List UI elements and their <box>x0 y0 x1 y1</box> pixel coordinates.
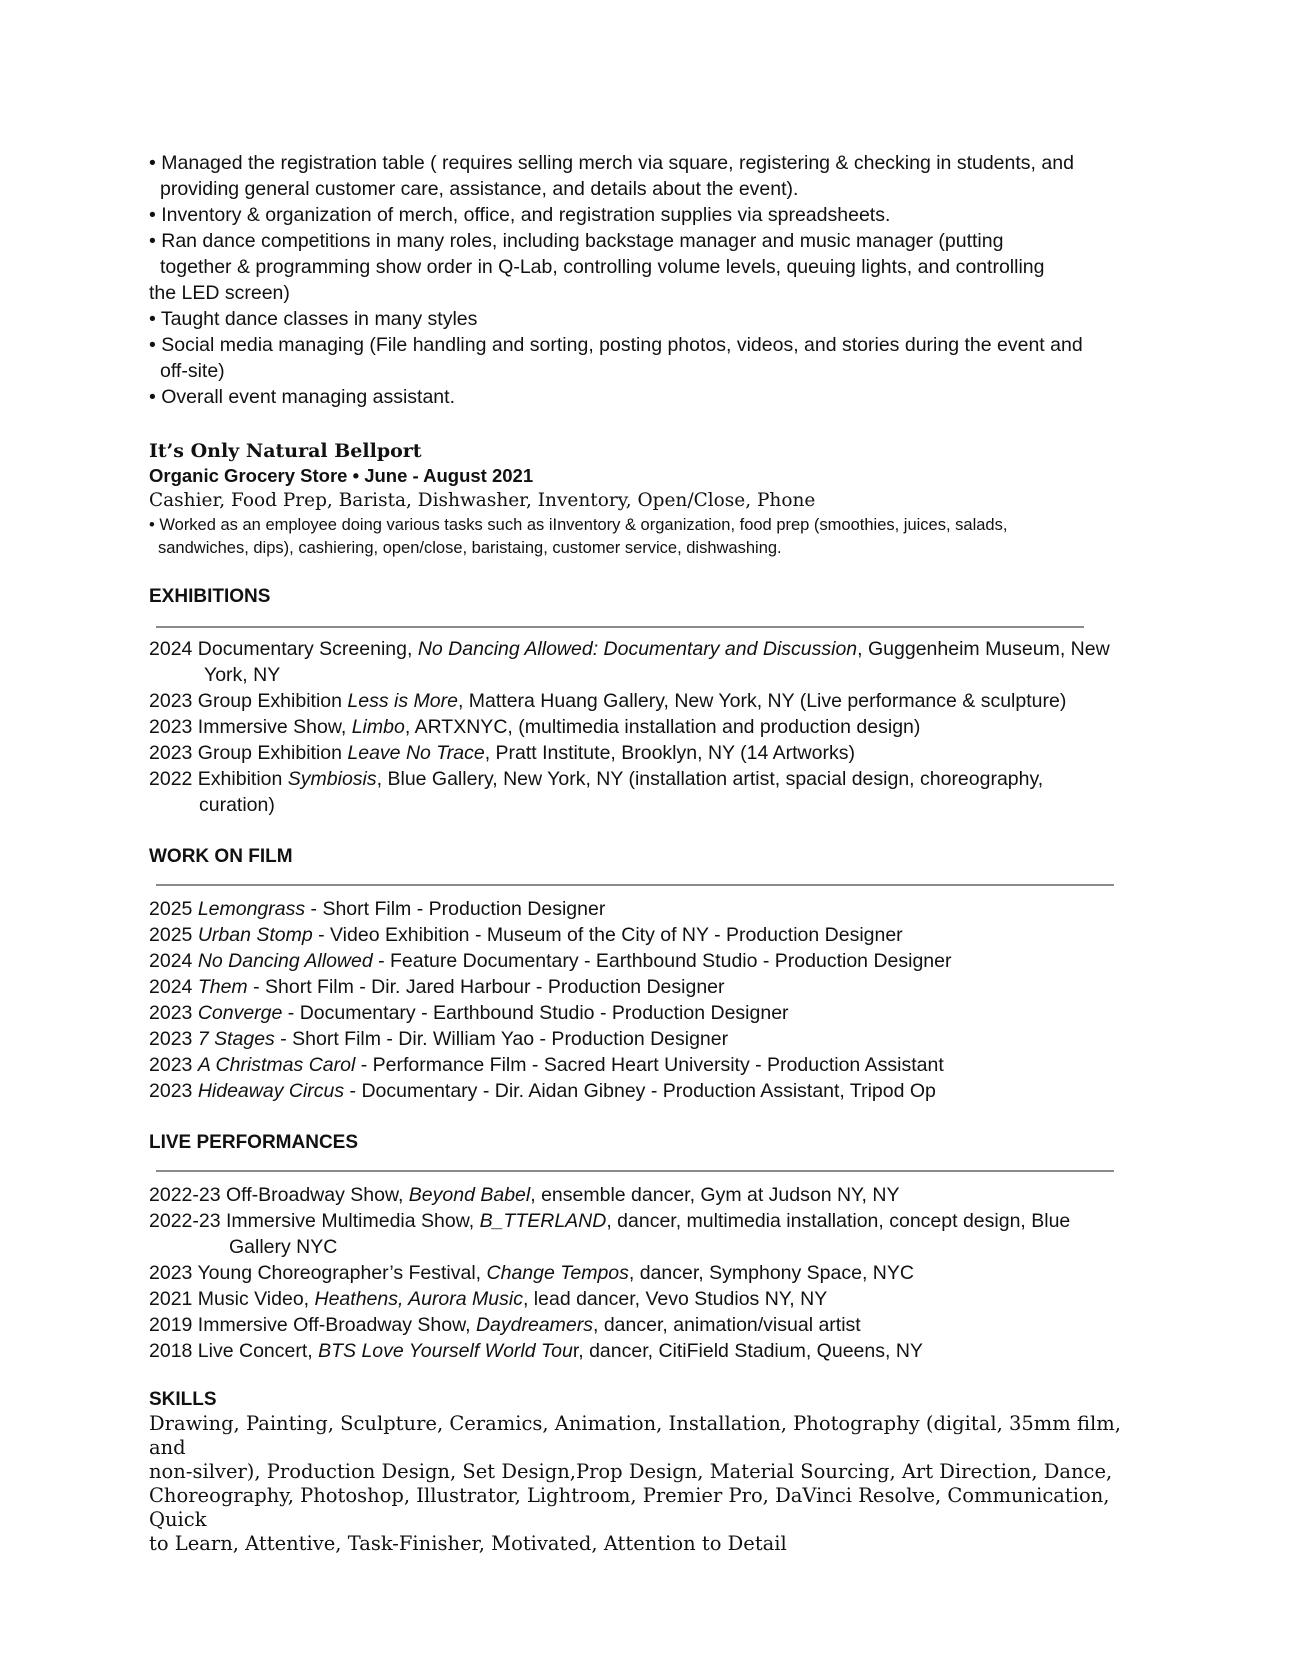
bullet-line: • Managed the registration table ( requires selling merch via square, registering & checking in students, and <box>149 152 1074 174</box>
bullet-line: the LED screen) <box>149 282 290 304</box>
film-entry: 2025 Urban Stomp - Video Exhibition - Museum of the City of NY - Production Designer <box>149 924 903 946</box>
resume-page <box>149 150 1129 1556</box>
skills-line: Choreography, Photoshop, Illustrator, Lightroom, Premier Pro, DaVinci Resolve, Communication, Quick <box>149 1484 1110 1531</box>
job-subtitle: Organic Grocery Store • June - August 2021 <box>149 465 534 486</box>
section-heading: LIVE PERFORMANCES <box>149 1132 359 1153</box>
exhibition-entry: 2024 Documentary Screening, No Dancing Allowed: Documentary and Discussion, Guggenheim Museum, New <box>149 638 1110 660</box>
film-entry: 2024 Them - Short Film - Dir. Jared Harbour - Production Designer <box>149 976 725 998</box>
job-title: It’s Only Natural Bellport <box>149 440 422 462</box>
exhibition-entry-cont: York, NY <box>204 664 281 686</box>
section-heading: EXHIBITIONS <box>149 586 271 607</box>
performance-entry: 2018 Live Concert, BTS Love Yourself World Tour, dancer, CitiField Stadium, Queens, NY <box>149 1340 923 1362</box>
performance-entry: 2022-23 Immersive Multimedia Show, B_TTERLAND, dancer, multimedia installation, concept design, Blue <box>149 1210 1071 1232</box>
skills-line: non-silver), Production Design, Set Design,Prop Design, Material Sourcing, Art Direction, Dance, <box>149 1460 1113 1483</box>
bullet-line: providing general customer care, assistance, and details about the event). <box>160 178 799 200</box>
live-section <box>149 1130 1129 1364</box>
bullet-line: • Overall event managing assistant. <box>149 386 455 408</box>
skills-line: to Learn, Attentive, Task-Finisher, Motivated, Attention to Detail <box>149 1532 787 1555</box>
skills-section <box>149 1388 1129 1556</box>
exhibition-entry: 2023 Group Exhibition Leave No Trace, Pratt Institute, Brooklyn, NY (14 Artworks) <box>149 742 855 764</box>
film-entry: 2023 Converge - Documentary - Earthbound Studio - Production Designer <box>149 1002 789 1024</box>
film-entry: 2023 Hideaway Circus - Documentary - Dir. Aidan Gibney - Production Assistant, Tripod Op <box>149 1080 936 1102</box>
film-section <box>149 844 1129 1104</box>
performance-entry: 2019 Immersive Off-Broadway Show, Daydreamers, dancer, animation/visual artist <box>149 1314 861 1336</box>
job-roles: Cashier, Food Prep, Barista, Dishwasher, Inventory, Open/Close, Phone <box>149 490 816 511</box>
bullet-line: • Taught dance classes in many styles <box>149 308 478 330</box>
bullet-line: • Ran dance competitions in many roles, including backstage manager and music manager (putting <box>149 230 1004 252</box>
exhibition-entry: 2022 Exhibition Symbiosis, Blue Gallery, New York, NY (installation artist, spacial design, choreography, <box>149 768 1044 790</box>
performance-entry-cont: Gallery NYC <box>229 1236 338 1258</box>
skills-line: Drawing, Painting, Sculpture, Ceramics, Animation, Installation, Photography (digital, 35mm film, and <box>149 1412 1121 1459</box>
film-entry: 2023 A Christmas Carol - Performance Film - Sacred Heart University - Production Assistant <box>149 1054 944 1076</box>
film-entry: 2023 7 Stages - Short Film - Dir. William Yao - Production Designer <box>149 1028 729 1050</box>
exhibition-entry-cont: curation) <box>199 794 275 816</box>
exhibition-entry: 2023 Immersive Show, Limbo, ARTXNYC, (multimedia installation and production design) <box>149 716 921 738</box>
exhibition-entry: 2023 Group Exhibition Less is More, Mattera Huang Gallery, New York, NY (Live performance & sculpture) <box>149 690 1067 712</box>
bullet-line: off-site) <box>160 360 225 382</box>
film-entry: 2025 Lemongrass - Short Film - Production Designer <box>149 898 606 920</box>
performance-entry: 2022-23 Off-Broadway Show, Beyond Babel, ensemble dancer, Gym at Judson NY, NY <box>149 1184 900 1206</box>
bullet-line: together & programming show order in Q-Lab, controlling volume levels, queuing lights, and controlling <box>160 256 1045 278</box>
section-heading: SKILLS <box>149 1389 217 1410</box>
film-entry: 2024 No Dancing Allowed - Feature Documentary - Earthbound Studio - Production Designer <box>149 950 952 972</box>
performance-entry: 2021 Music Video, Heathens, Aurora Music, lead dancer, Vevo Studios NY, NY <box>149 1288 828 1310</box>
section-heading: WORK ON FILM <box>149 846 293 867</box>
exhibitions-section <box>149 584 1129 818</box>
performance-entry: 2023 Young Choreographer’s Festival, Change Tempos, dancer, Symphony Space, NYC <box>149 1262 914 1284</box>
job-description: • Worked as an employee doing various tasks such as iInventory & organization, food prep (smoothies, juices, salads, <box>149 516 1008 534</box>
bullet-line: • Inventory & organization of merch, office, and registration supplies via spreadsheets. <box>149 204 891 226</box>
job-description: sandwiches, dips), cashiering, open/close, baristaing, customer service, dishwashing. <box>158 539 782 557</box>
job-entry <box>149 438 1129 560</box>
bullet-list <box>149 150 1129 410</box>
bullet-line: • Social media managing (File handling and sorting, posting photos, videos, and stories during the event and <box>149 334 1083 356</box>
